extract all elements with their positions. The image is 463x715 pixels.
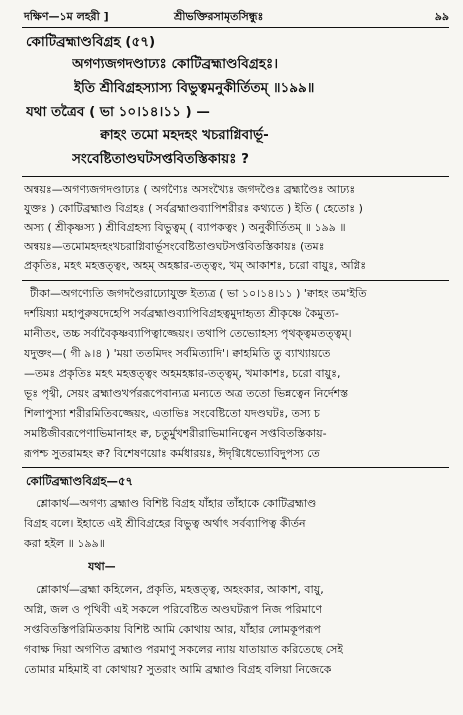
- translation-line: করা হইল ॥ ১৯৯॥: [24, 537, 105, 550]
- section-rule-1: [22, 176, 449, 177]
- tika-line: শিলাপুস্যা শরীরমিতিবজ্জেয়ং, এতাভিঃ সংবেষ্টিতো যদণ্ডঘটঃ, তস্য চ: [24, 407, 320, 420]
- section-rule-3: [22, 467, 449, 468]
- anvaya-line: অন্বয়ঃ—অগণ্যজগদণ্ডাঢ্যঃ ( অগণ্যৈঃ অসংখ্যৈঃ জগদণ্ডৈঃ ব্রহ্মাণ্ডৈঃ আঢ্যঃ: [24, 183, 356, 196]
- header-chapter: দক্ষিণ—১ম লহরী ]: [24, 10, 109, 23]
- tika-line: যদুক্তং—( গী ৯।৪ ) 'ময়া ততমিদং সর্বমিত্যাদি'। ক্বাহমিতি তু ব্যাখ্যায়তে: [24, 347, 331, 360]
- translation-line: শ্লোকার্থ—অগণ্য ব্রহ্মাণ্ড বিশিষ্ট বিগ্রহ যাঁহার তাঁহাকে কোটিব্রহ্মাণ্ড: [36, 497, 317, 510]
- translation-line: গবাক্ষ দিয়া অগণিত ব্রহ্মাণ্ড পরমাণু সকলের ন্যায় যাতায়াত করিতেছে সেই: [24, 643, 344, 656]
- tika-line: দর্শয়িষ্যা মহাপুরুষদেহেপি সর্বব্রহ্মাণ্ডব্যাপিবিগ্রহত্বমুদাহৃত্য শ্রীকৃষ্ণে কৈমুত্য-: [24, 307, 339, 320]
- yatha-label: যথা—: [88, 560, 116, 573]
- anvaya-line: যুক্তঃ ) কোটিব্রহ্মাণ্ড বিগ্রহঃ ( সর্বব্রহ্মাণ্ডব্যাপিশরীরঃ কথ্যতে ) ইতি ( হেতোঃ ): [24, 202, 363, 215]
- verse-line-1: অগণ্যজগদণ্ডাঢ্যঃ কোটিব্রহ্মাণ্ডবিগ্রহঃ।: [72, 56, 279, 72]
- verse-line-4: ক্বাহং তমো মহদহং খচরাগ্নিবার্ভূ-: [100, 127, 269, 143]
- tika-line: মানীতং, তচ্চ সর্বাবৈকৃষ্ণব্যাপিত্বাজ্জেয়ং। তথাপি তেভ্যোহস্য পৃথক্ত্বমতত্ত্বম্।: [24, 327, 352, 340]
- verse-line-3: যথা তত্রৈব ( ভা ১০।১৪।১১ ) —: [26, 104, 210, 120]
- tika-line: টীকা—অগণ্যেতি জগদণ্ডৈরাঢ্যোযুক্ত ইত্যত্র ( ভা ১০।১৪।১১ ) 'ক্বাহং তম'ইতি: [30, 287, 367, 300]
- anvaya-line: প্রকৃতিঃ, মহৎ মহত্তত্ত্বং, অহম্ অহঙ্কার-তত্ত্বং, খম্ আকাশঃ, চরো বায়ুঃ, অগ্নিঃ: [24, 259, 367, 272]
- translation-line: অগ্নি, জল ও পৃথিবী এই সকলে পরিবেষ্টিত অণ্ডঘটরূপ নিজ পরিমাণে: [24, 603, 322, 616]
- tika-line: —তমঃ প্রকৃতিঃ মহৎ মহত্তত্ত্বং অহমহঙ্কার-তত্ত্বম্, খমাকাশঃ, চরো বায়ুঃ,: [24, 367, 341, 380]
- tika-line: রূপশ্চ সুতরামহং ক্ব? বিশেষণয়োঃ কর্মধারয়ঃ, ঈদৃগ্বিধেভ্যোবিদুপস্য তে: [24, 447, 320, 460]
- translation-heading: কোটিব্রহ্মাণ্ডবিগ্রহ—৫৭: [26, 474, 133, 488]
- translation-line: শ্লোকার্থ—ব্রহ্মা কহিলেন, প্রকৃতি, মহত্তত্ত্ব, অহংকার, আকাশ, বায়ু,: [36, 583, 324, 596]
- page-number: ৯৯: [434, 10, 449, 23]
- translation-line: বিগ্রহ বলে। ইহাতে এই শ্রীবিগ্রহের বিভুত্ব অর্থাৎ সর্বব্যাপিত্ব কীর্তন: [24, 517, 306, 530]
- header-book-title: শ্রীভক্তিরসামৃতসিন্ধুঃ: [174, 10, 264, 23]
- verse-heading: কোটিব্রহ্মাণ্ডবিগ্রহ (৫৭): [26, 34, 156, 50]
- running-header: [24, 6, 449, 26]
- translation-line: সপ্তবিতস্তিপরিমিতকায় বিশিষ্ট আমি কোথায় আর, যাঁহার লোমকূপরূপ: [24, 623, 321, 636]
- tika-line: সমষ্টিজীবরূপেণাভিমানাহং ক্ব, চতুর্মুখশরীরাভিমানিত্বেন সপ্তবিতস্তিকায়-: [24, 427, 327, 440]
- section-rule-2: [22, 280, 449, 281]
- header-rule: [22, 27, 449, 28]
- verse-line-5: সংবেষ্টিতাণ্ডঘটসপ্তবিতস্তিকায়ঃ ?: [72, 151, 249, 167]
- verse-line-2: ইতি শ্রীবিগ্রহস্যাস্য বিভুত্বমনুকীর্তিতম্ ॥১৯৯॥: [74, 80, 315, 96]
- tika-line: ভূঃ পৃথ্বী, সেয়ং ব্রহ্মাণ্ডখর্পররূপেবান্যত্র মন্যতে অত্র ততো ভিন্নত্বেন নির্দেশস্ত: [24, 387, 349, 400]
- anvaya-line: অন্বয়ঃ—তমোমহদহংখচরাগ্নিবার্ভূসংবেষ্টিতাণ্ডঘটসপ্তবিতস্তিকায়ঃ (তমঃ: [24, 240, 325, 253]
- translation-line: তোমার মহিমাই বা কোথায়? সুতরাং আমি ব্রহ্মাণ্ড বিগ্রহ বলিয়া নিজেকে: [24, 663, 332, 676]
- anvaya-line: অস্য ( শ্রীকৃষ্ণস্য ) শ্রীবিগ্রহস্য বিভুত্বম্ ( ব্যাপকত্বং ) অনুকীর্তিতম্ ॥ ১৯৯ ॥: [24, 221, 346, 234]
